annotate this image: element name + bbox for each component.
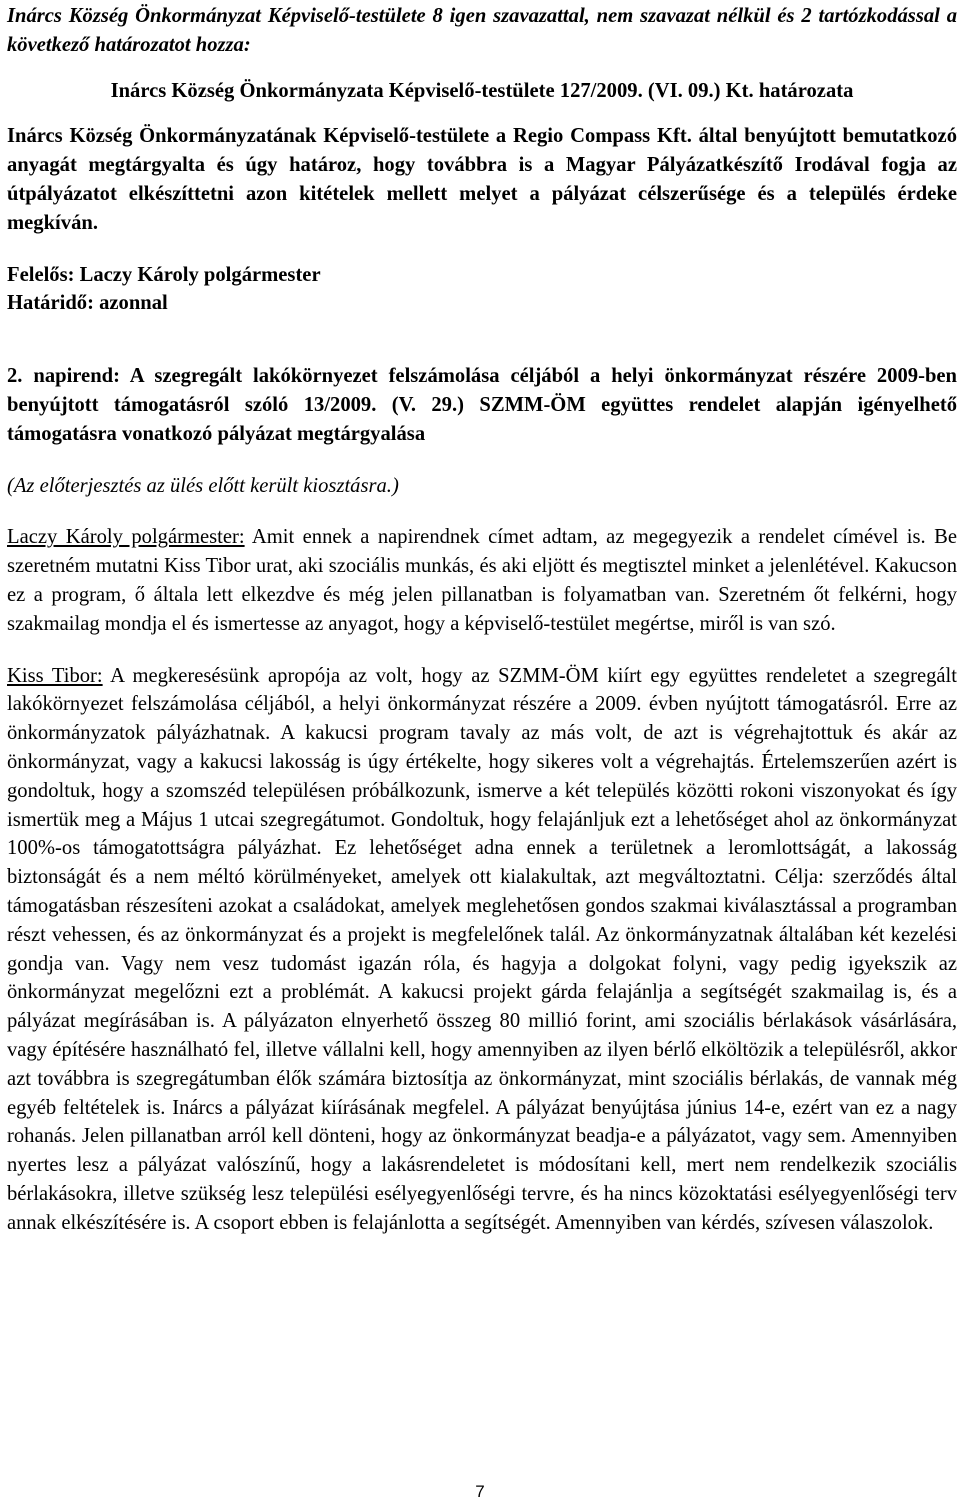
agenda-item: 2. napirend: A szegregált lakókörnyezet felszámolása céljából a helyi önkormányzat részére 2009-ben benyújtott támogatásról szóló 13/2009. (V. 29.) SZMM-ÖM együttes rendelet alapján igényelhető támogatásra vonatkozó pályázat megtárgyalása (7, 365, 957, 445)
speaker-name: Kiss Tibor: (7, 664, 103, 687)
speaker-name: Laczy Károly polgármester: (7, 526, 245, 549)
resolution-body: Inárcs Község Önkormányzatának Képviselő-testülete a Regio Compass Kft. által benyújtott bemutatkozó anyagát megtárgyalta és úgy határoz, hogy továbbra is a Magyar Pályázatkészítő Irodával fogja az útpályázatot elkészíttetni azon kitételek mellett melyet a pályázat célszerűsége és a település érdeke megkíván. (7, 125, 957, 234)
intro-paragraph: Inárcs Község Önkormányzat Képviselő-testülete 8 igen szavazattal, nem szavazat nélkül és 2 tartózkodással a következő határozatot hozza: (7, 5, 957, 56)
document-page (7, 2, 957, 1237)
agenda-note: (Az előterjesztés az ülés előtt került kiosztásra.) (7, 474, 399, 497)
deadline-line: Határidő: azonnal (7, 292, 168, 315)
resolution-title: Inárcs Község Önkormányzata Képviselő-testülete 127/2009. (VI. 09.) Kt. határozata (110, 79, 854, 102)
speech-text: Amit ennek a napirendnek címet adtam, az megegyezik a rendelet címével is. Be szeretném mutatni Kiss Tibor urat, aki szociális munkás, és aki eljött és megtisztel minket a jelenlétével. Kakucson ez a program, ő általa lett elkezdve és még jelen pillanatban is folyamatban van. Szeretném őt felkérni, hogy szakmailag mondja el és ismertesse az anyagot, hogy a képviselő-testület megértse, miről is van szó. (7, 526, 957, 635)
speech-paragraph (7, 662, 957, 1238)
responsible-line: Felelős: Laczy Károly polgármester (7, 263, 321, 286)
page-number: 7 (475, 1482, 485, 1501)
speech-text: A megkeresésünk apropója az volt, hogy az SZMM-ÖM kiírt egy együttes rendeletet a szegregált lakókörnyezet felszámolása céljából, a helyi önkormányzat részére a 2009. évben nyújtott támogatásról. Erre az önkormányzatok pályázhatnak. A kakucsi program tavaly az más volt, de azt is végrehajtottuk és akár az önkormányzat, vagy a kakucsi lakosság is úgy értékelte, hogy sikeres volt a végrehajtás. Értelemszerűen azért is gondoltuk, hogy a szomszéd településen próbálkozunk, ismerve a két település közötti rokoni viszonyokat és így ismertük meg a Május 1 utcai szegregátumot. Gondoltuk, hogy felajánljuk ezt a lehetőséget ahol az önkormányzat 100%-os támogatottságra pályázhat. Ez lehetőséget adna ennek a területnek a leromlottságát, a lakosság biztonságát és a nem méltó körülményeket, amelyek ott kialakultak, azt megváltoztatni. Célja: szerződés által támogatásban részesíteni azokat a családokat, amelyek meglehetősen gondos szakmai kiválasztással a programban részt vehessen, és az önkormányzat és a projekt is megfelelőnek talál. Az önkormányzatnak általában két kezelési gondja van. Vagy nem vesz tudomást igazán róla, és hagyja a dolgokat folyni, vagy pedig igyekszik az önkormányzat megelőzni ezt a problémát. A kakucsi projekt gárda felajánlja a segítségét szakmailag is, és a pályázat megírásában is. A pályázaton elnyerhető összeg 80 millió forint, ami szociális bérlakások vásárlására, vagy építésére használható fel, illetve vállalni kell, hogy amennyiben az ilyen bérlő elköltözik a településről, akkor azt továbbra is szegregátumban élők számára biztosítja az önkormányzat, mint szociális bérlakás, de vannak még egyéb feltételek is. Inárcs a pályázat kiírásának megfelel. A pályázat benyújtása június 14-e, ezért van ez a nagy rohanás. Jelen pillanatban arról kell dönteni, hogy az önkormányzat beadja-e a pályázatot, vagy sem. Amennyiben nyertes lesz a pályázat valószínű, hogy a lakásrendeletet is módosítani kell, mert nem rendelkezik szociális bérlakásokra, illetve szükség lesz települési esélyegyenlőségi tervre, és ha nincs közoktatási esélyegyenlőségi terv annak elkészítésére is. A csoport ebben is felajánlotta a segítségét. Amennyiben van kérdés, szívesen válaszolok. (7, 664, 957, 1234)
speech-paragraph (7, 523, 957, 638)
